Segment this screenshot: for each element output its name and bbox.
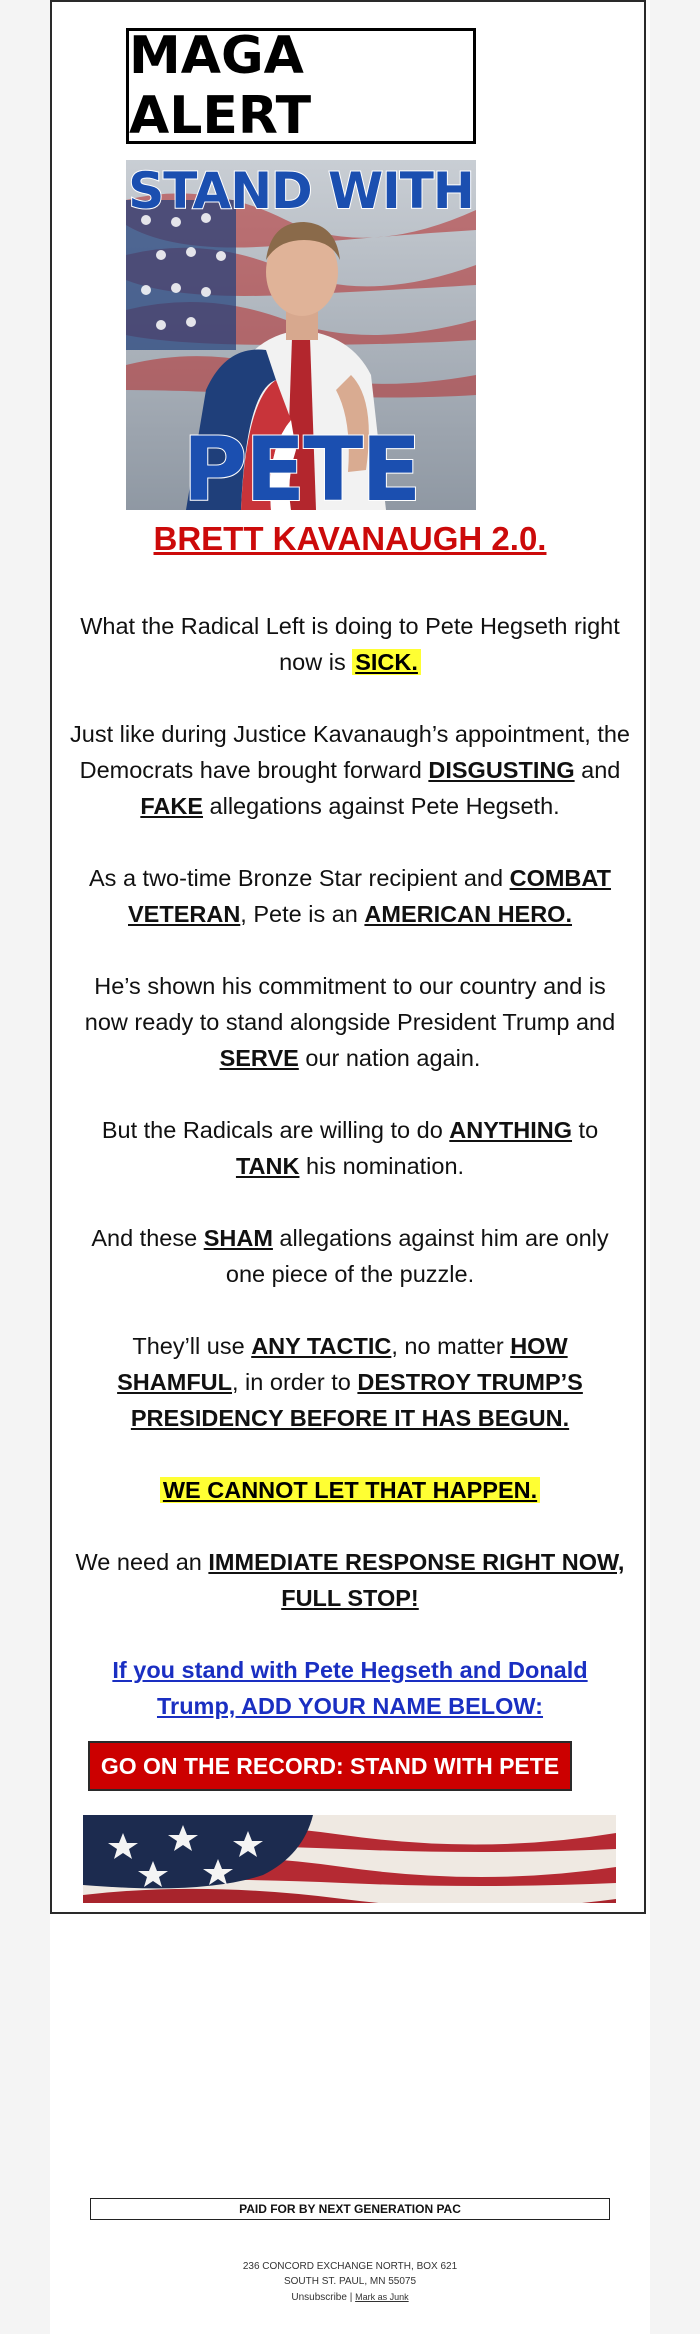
add-name-link[interactable]: If you stand with Pete Hegseth and Donald Trump, ADD YOUR NAME BELOW: xyxy=(112,1657,588,1719)
footer-separator: | xyxy=(349,2292,353,2303)
paragraph-3 xyxy=(70,860,630,932)
p3-text-c: , Pete is an xyxy=(240,901,365,927)
p3-emphasis-d: AMERICAN HERO. xyxy=(364,901,572,927)
hero-image[interactable] xyxy=(126,160,476,510)
p6-emphasis-b: SHAM xyxy=(203,1225,273,1251)
p2-text-e: allegations against Pete Hegseth. xyxy=(203,793,560,819)
stand-with-pete-button[interactable]: GO ON THE RECORD: STAND WITH PETE xyxy=(88,1741,572,1791)
p4-text-a: He’s shown his commitment to our country and is now ready to stand alongside President Trump and xyxy=(84,973,616,1035)
p5-text-c: to xyxy=(572,1117,599,1143)
hero-top-text: STAND WITH xyxy=(128,162,474,220)
paragraph-8 xyxy=(70,1472,630,1508)
p1-text: What the Radical Left is doing to Pete Hegseth right now is xyxy=(80,613,620,675)
p7-emphasis-d: HOW SHAMFUL xyxy=(117,1333,568,1395)
alert-header xyxy=(126,28,476,144)
p2-emphasis-d: FAKE xyxy=(140,793,204,819)
p5-text-e: his nomination. xyxy=(299,1153,465,1179)
p2-text-c: and xyxy=(574,757,621,783)
p2-emphasis-b: DISGUSTING xyxy=(428,757,575,783)
paragraph-2 xyxy=(70,716,630,824)
paragraph-9 xyxy=(70,1544,630,1616)
p7-text-e: , in order to xyxy=(232,1369,358,1395)
unsubscribe-link[interactable]: Unsubscribe xyxy=(291,2292,347,2303)
paragraph-6 xyxy=(70,1220,630,1292)
paragraph-1 xyxy=(70,608,630,680)
p7-text-a: They’ll use xyxy=(132,1333,252,1359)
paragraph-5 xyxy=(70,1112,630,1184)
p5-emphasis-b: ANYTHING xyxy=(449,1117,573,1143)
p7-emphasis-b: ANY TACTIC xyxy=(251,1333,392,1359)
p6-text-a: And these xyxy=(91,1225,204,1251)
flag-banner-graphic xyxy=(83,1815,616,1903)
p1-highlight: SICK. xyxy=(352,649,421,675)
signup-link-wrap xyxy=(70,1652,630,1724)
address-line-2: SOUTH ST. PAUL, MN 55075 xyxy=(283,2276,417,2287)
paid-for-disclaimer: PAID FOR BY NEXT GENERATION PAC xyxy=(90,2198,610,2220)
mark-as-junk-link[interactable]: Mark as Junk xyxy=(355,2292,409,2302)
p7-emphasis-f: DESTROY TRUMP’S PRESIDENCY BEFORE IT HAS BEGUN. xyxy=(130,1369,583,1431)
p3-text-a: As a two-time Bronze Star recipient and xyxy=(89,865,510,891)
p5-text-a: But the Radicals are willing to do xyxy=(101,1117,450,1143)
p2-text-a: Just like during Justice Kavanaugh’s appointment, the Democrats have brought forward xyxy=(70,721,630,783)
alert-title: MAGA ALERT xyxy=(129,26,312,146)
p8-highlight: WE CANNOT LET THAT HAPPEN. xyxy=(160,1477,540,1503)
headline: BRETT KAVANAUGH 2.0. xyxy=(153,520,547,557)
flag-banner-image[interactable] xyxy=(83,1815,616,1903)
p9-text-a: We need an xyxy=(75,1549,209,1575)
p7-text-c: , no matter xyxy=(391,1333,511,1359)
p9-emphasis-b: IMMEDIATE RESPONSE RIGHT NOW, FULL STOP! xyxy=(208,1549,625,1611)
hero-bottom-text: PETE xyxy=(182,418,420,510)
paragraph-7 xyxy=(70,1328,630,1436)
p4-emphasis-b: SERVE xyxy=(219,1045,299,1071)
paragraph-4 xyxy=(70,968,630,1076)
address-line-1: 236 CONCORD EXCHANGE NORTH, BOX 621 xyxy=(242,2261,458,2272)
p6-text-c: allegations against him are only one piece of the puzzle. xyxy=(225,1225,609,1287)
p4-text-c: our nation again. xyxy=(298,1045,481,1071)
p5-emphasis-d: TANK xyxy=(235,1153,300,1179)
footer-links xyxy=(50,2290,650,2305)
p3-emphasis-b: COMBAT VETERAN xyxy=(128,865,611,927)
